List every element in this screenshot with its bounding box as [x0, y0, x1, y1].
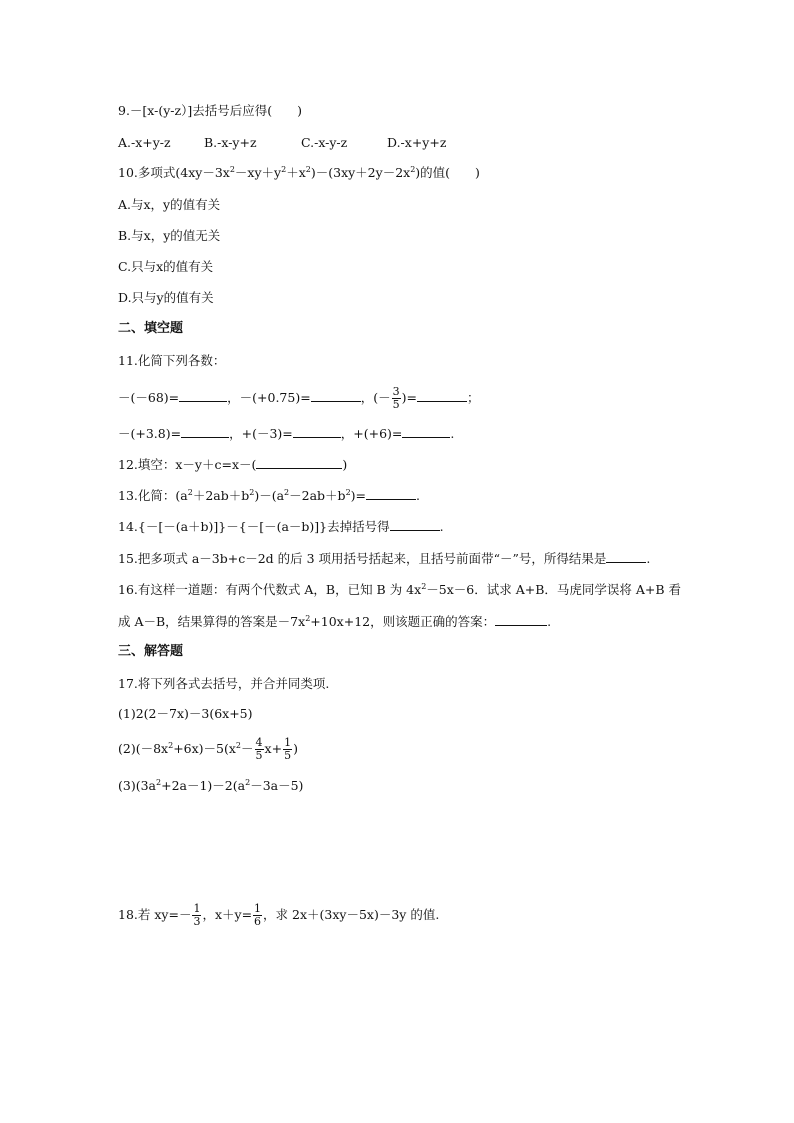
answer-blank[interactable]	[366, 487, 416, 500]
q13-text: )－(a	[254, 488, 285, 503]
q11-text: .	[450, 426, 455, 441]
q18-text: ，x＋y=	[202, 907, 253, 922]
superscript: 2	[410, 164, 416, 174]
question-10-option-a: A.与x，y的值有关	[118, 197, 221, 212]
q16-text: 成 A－B，结果算得的答案是－7x	[118, 614, 306, 629]
q17-text: (2)(－8x	[118, 741, 169, 756]
option-c: C.-x-y-z	[301, 135, 348, 150]
question-9-stem: 9.－[x-(y-z）]去括号后应得( )	[118, 103, 302, 118]
answer-blank[interactable]	[179, 389, 227, 402]
superscript: 2	[245, 777, 251, 787]
question-17-part-3	[118, 778, 303, 794]
question-11-stem: 11.化简下列各数：	[118, 353, 226, 368]
question-9-options	[118, 135, 446, 151]
superscript: 2	[168, 740, 174, 750]
answer-blank[interactable]	[402, 425, 450, 438]
fraction	[192, 903, 201, 928]
q16-text: +10x+12，则该题正确的答案：	[310, 614, 496, 629]
q16-text: 16.有这样一道题：有两个代数式 A，B，已知 B 为 4x	[118, 582, 422, 597]
superscript: 2	[421, 581, 427, 591]
q18-text: ，求 2x＋(3xy－5x)－3y 的值.	[263, 907, 440, 922]
answer-blank[interactable]	[293, 425, 341, 438]
q12-text: )	[342, 457, 348, 472]
fraction	[253, 903, 262, 928]
q11-text: ，+(－3)=	[229, 426, 293, 441]
fraction-numerator: 3	[392, 385, 400, 398]
question-11-row-2	[118, 425, 454, 442]
q14-text: 14.{－[－(a＋b)]}－{－[－(a－b)]}去掉括号得	[118, 519, 390, 534]
superscript: 2	[235, 740, 242, 750]
q13-text: ＋2ab＋b	[192, 488, 250, 503]
q11-text: ，(－	[360, 390, 391, 405]
option-b: B.-x-y+z	[204, 135, 257, 150]
superscript: 2	[305, 164, 311, 174]
question-15	[118, 550, 650, 567]
q17-text: －	[241, 741, 254, 756]
question-10-option-d: D.只与y的值有关	[118, 290, 214, 305]
fraction-denominator: 5	[255, 749, 263, 762]
question-17-stem: 17.将下列各式去括号，并合并同类项.	[118, 676, 330, 691]
fraction-numerator: 1	[193, 902, 201, 915]
q16-text: .	[547, 614, 552, 629]
question-14	[118, 518, 444, 535]
fraction-denominator: 6	[254, 915, 262, 928]
answer-blank[interactable]	[311, 389, 361, 402]
q10-text: )－(3xy＋2y－2x	[310, 165, 411, 180]
q11-text: ，－(+0.75)=	[227, 390, 311, 405]
superscript: 2	[345, 487, 351, 497]
q11-text: )=	[401, 390, 417, 405]
q10-text: －xy＋y	[234, 165, 282, 180]
q15-text: 15.把多项式 a－3b+c－2d 的后 3 项用括号括起来，且括号前面带“－”号，所得结果是	[118, 551, 607, 566]
q13-text: )=	[350, 488, 367, 503]
option-a: A.-x+y-z	[118, 135, 171, 150]
fraction-denominator: 5	[284, 749, 292, 762]
q10-text: ＋x	[286, 165, 306, 180]
q18-text: 18.若 xy=－	[118, 907, 192, 922]
q11-text: －(+3.8)=	[118, 426, 182, 441]
question-17-part-1: (1)2(2－7x)－3(6x+5)	[118, 706, 253, 721]
section-heading-solve: 三、解答题	[118, 644, 184, 659]
answer-blank[interactable]	[256, 456, 342, 469]
q15-text: .	[646, 551, 651, 566]
answer-blank[interactable]	[606, 550, 646, 563]
q16-text: －5x－6．试求 A+B．马虎同学误将 A+B 看	[426, 582, 682, 597]
question-16-line-1	[118, 582, 681, 598]
answer-blank[interactable]	[417, 389, 467, 402]
question-17-part-2	[118, 735, 298, 763]
q17-text: －3a－5)	[250, 778, 304, 793]
question-10-option-c: C.只与x的值有关	[118, 259, 214, 274]
question-16-line-2	[118, 613, 551, 630]
superscript: 2	[281, 164, 287, 174]
option-d: D.-x+y+z	[387, 135, 447, 150]
q10-text: )的值( )	[415, 165, 480, 180]
superscript: 2	[284, 487, 290, 497]
q13-text: .	[416, 488, 420, 503]
q17-text: )	[293, 741, 298, 756]
fraction	[283, 737, 292, 762]
question-10-stem	[118, 165, 480, 181]
fraction-numerator: 4	[255, 736, 263, 749]
superscript: 2	[229, 164, 235, 174]
question-18	[118, 901, 439, 929]
q10-text: 10.多项式(4xy－3x	[118, 165, 230, 180]
superscript: 2	[156, 777, 162, 787]
q13-text: －2ab＋b	[289, 488, 346, 503]
answer-blank[interactable]	[390, 518, 440, 531]
superscript: 2	[249, 487, 255, 497]
fraction-numerator: 1	[284, 736, 292, 749]
q13-text: 13.化简：(a	[118, 488, 188, 503]
question-13	[118, 487, 420, 504]
answer-blank[interactable]	[181, 425, 229, 438]
fraction-denominator: 3	[193, 915, 201, 928]
section-heading-fill-in: 二、填空题	[118, 321, 184, 336]
q11-text: ；	[466, 390, 480, 405]
q17-text: x+	[264, 741, 283, 756]
fraction	[392, 386, 401, 411]
q17-text: +6x)－5(x	[173, 741, 236, 756]
question-11-row-1	[118, 384, 479, 412]
q12-text: 12.填空：x－y＋c=x－(	[118, 457, 257, 472]
q11-text: ，+(+6)=	[340, 426, 403, 441]
q17-text: (3)(3a	[118, 778, 156, 793]
q17-text: +2a－1)－2(a	[161, 778, 246, 793]
q14-text: .	[439, 519, 444, 534]
fraction	[255, 737, 264, 762]
question-12	[118, 456, 347, 473]
superscript: 2	[305, 613, 311, 623]
fraction-denominator: 5	[392, 398, 400, 411]
fraction-numerator: 1	[254, 902, 262, 915]
q11-text: －(－68)=	[118, 390, 180, 405]
answer-blank[interactable]	[495, 613, 547, 626]
superscript: 2	[187, 487, 193, 497]
question-10-option-b: B.与x，y的值无关	[118, 228, 221, 243]
